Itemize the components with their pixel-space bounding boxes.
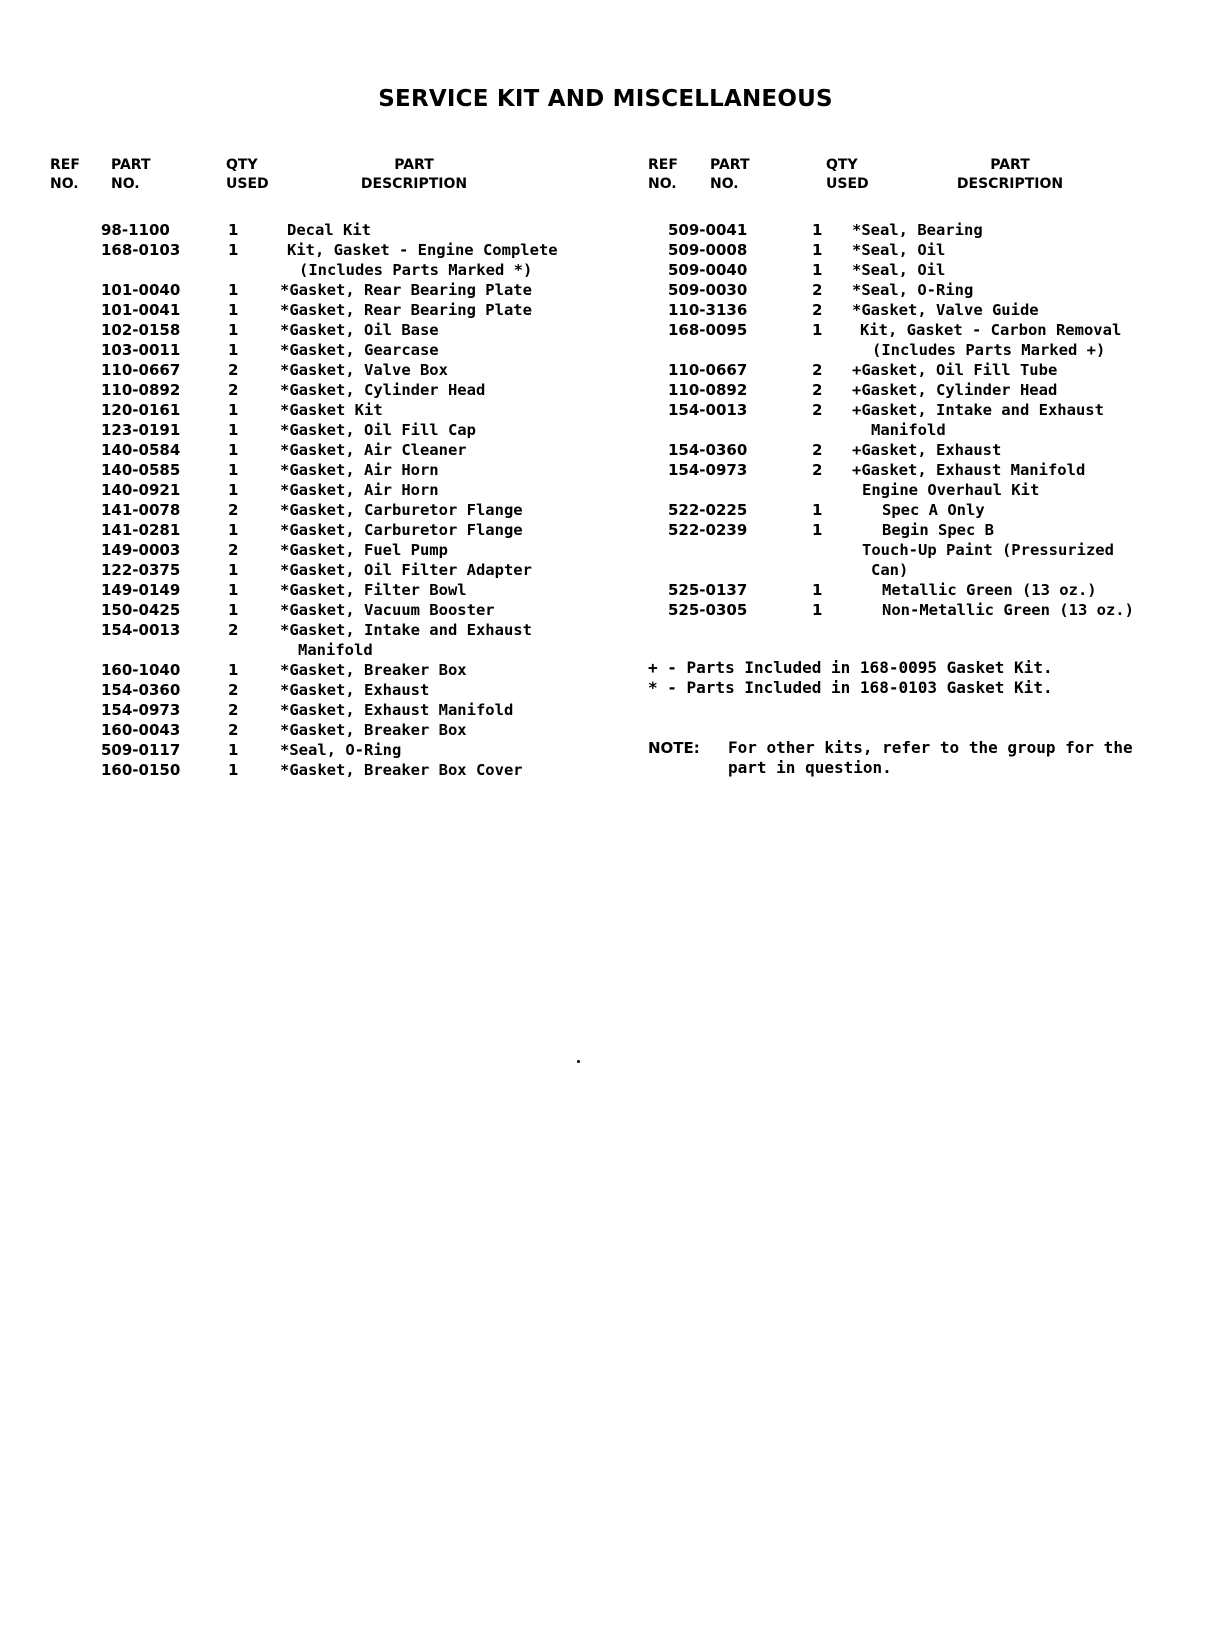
qty-used: 1 <box>228 461 239 479</box>
part-number: 522-0225 <box>668 501 748 519</box>
stray-mark <box>577 1060 580 1063</box>
qty-used: 1 <box>812 501 823 519</box>
qty-used: 2 <box>812 361 823 379</box>
qty-used: 1 <box>228 521 239 539</box>
part-description: (Includes Parts Marked +) <box>872 341 1106 359</box>
part-description: *Seal, Oil <box>852 241 946 259</box>
qty-used: 1 <box>812 521 823 539</box>
part-number: 141-0281 <box>101 521 181 539</box>
part-number: 140-0584 <box>101 441 181 459</box>
qty-used: 1 <box>228 421 239 439</box>
part-description: Manifold <box>871 421 946 439</box>
part-number: 154-0013 <box>668 401 748 419</box>
qty-used: 2 <box>228 381 239 399</box>
part-description: *Gasket, Exhaust <box>280 681 430 699</box>
qty-used: 1 <box>228 481 239 499</box>
part-description: *Gasket, Carburetor Flange <box>280 521 523 539</box>
part-description: *Seal, O-Ring <box>280 741 402 759</box>
qty-used: 2 <box>812 381 823 399</box>
part-description: +Gasket, Exhaust Manifold <box>852 461 1086 479</box>
page-title: SERVICE KIT AND MISCELLANEOUS <box>378 86 833 112</box>
part-number: 160-0043 <box>101 721 181 739</box>
part-description: *Gasket, Oil Filter Adapter <box>280 561 532 579</box>
part-number: 509-0008 <box>668 241 748 259</box>
part-description: *Gasket Kit <box>280 401 383 419</box>
qty-used: 1 <box>812 321 823 339</box>
part-description: *Seal, Oil <box>852 261 946 279</box>
part-description: Can) <box>871 561 909 579</box>
qty-used: 1 <box>228 661 239 679</box>
qty-used: 1 <box>228 561 239 579</box>
qty-used: 1 <box>228 301 239 319</box>
part-number: 102-0158 <box>101 321 181 339</box>
part-number: 154-0973 <box>101 701 181 719</box>
qty-used: 1 <box>228 281 239 299</box>
part-description: *Gasket, Valve Box <box>280 361 448 379</box>
qty-used: 2 <box>228 681 239 699</box>
part-description: Kit, Gasket - Carbon Removal <box>860 321 1122 339</box>
legend <box>648 658 1053 698</box>
part-description: *Seal, Bearing <box>852 221 983 239</box>
part-description: *Gasket, Intake and Exhaust <box>280 621 532 639</box>
part-number: 154-0973 <box>668 461 748 479</box>
part-number: 154-0360 <box>101 681 181 699</box>
qty-used: 1 <box>812 261 823 279</box>
part-description: Touch-Up Paint (Pressurized <box>862 541 1114 559</box>
part-number: 160-1040 <box>101 661 181 679</box>
part-description: +Gasket, Cylinder Head <box>852 381 1058 399</box>
part-description: *Gasket, Breaker Box Cover <box>280 761 523 779</box>
part-description: Spec A Only <box>882 501 985 519</box>
part-number: 110-3136 <box>668 301 748 319</box>
header-part-right: PART NO. <box>710 157 750 192</box>
part-description: +Gasket, Intake and Exhaust <box>852 401 1104 419</box>
qty-used: 2 <box>228 361 239 379</box>
part-number: 525-0305 <box>668 601 748 619</box>
legend-line: + - Parts Included in 168-0095 Gasket Kit. <box>648 658 1053 677</box>
header-qty-left: QTY USED <box>226 157 269 192</box>
qty-used: 2 <box>812 441 823 459</box>
part-number: 154-0013 <box>101 621 181 639</box>
part-number: 150-0425 <box>101 601 181 619</box>
part-number: 141-0078 <box>101 501 181 519</box>
header-desc-left: PART DESCRIPTION <box>360 157 468 192</box>
header-ref-left: REF NO. <box>50 157 80 192</box>
header-desc-right: PART DESCRIPTION <box>956 157 1064 192</box>
part-number: 101-0041 <box>101 301 181 319</box>
part-number: 149-0003 <box>101 541 181 559</box>
part-description: *Gasket, Rear Bearing Plate <box>280 281 532 299</box>
qty-used: 1 <box>228 221 239 239</box>
qty-used: 2 <box>812 301 823 319</box>
part-description: *Gasket, Air Cleaner <box>280 441 467 459</box>
part-description: *Gasket, Valve Guide <box>852 301 1039 319</box>
note-text-line: For other kits, refer to the group for the <box>728 738 1133 757</box>
qty-used: 1 <box>812 581 823 599</box>
part-number: 110-0892 <box>101 381 181 399</box>
qty-used: 1 <box>228 341 239 359</box>
part-description: *Seal, O-Ring <box>852 281 974 299</box>
qty-used: 1 <box>812 241 823 259</box>
part-description: *Gasket, Oil Base <box>280 321 439 339</box>
part-description: Kit, Gasket - Engine Complete <box>287 241 558 259</box>
qty-used: 2 <box>812 461 823 479</box>
qty-used: 1 <box>228 761 239 779</box>
legend-line: * - Parts Included in 168-0103 Gasket Kit. <box>648 678 1053 697</box>
qty-used: 1 <box>228 401 239 419</box>
note-label: NOTE: <box>648 739 700 757</box>
part-number: 509-0117 <box>101 741 181 759</box>
part-number: 509-0040 <box>668 261 748 279</box>
qty-used: 2 <box>228 701 239 719</box>
part-number: 149-0149 <box>101 581 181 599</box>
part-description: *Gasket, Gearcase <box>280 341 439 359</box>
qty-used: 1 <box>812 221 823 239</box>
part-description: *Gasket, Air Horn <box>280 481 439 499</box>
part-number: 122-0375 <box>101 561 181 579</box>
part-number: 525-0137 <box>668 581 748 599</box>
part-number: 168-0095 <box>668 321 748 339</box>
part-description: *Gasket, Oil Fill Cap <box>280 421 476 439</box>
part-number: 123-0191 <box>101 421 181 439</box>
part-number: 101-0040 <box>101 281 181 299</box>
part-description: Decal Kit <box>287 221 371 239</box>
part-description: *Gasket, Exhaust Manifold <box>280 701 514 719</box>
qty-used: 2 <box>228 501 239 519</box>
qty-used: 2 <box>812 281 823 299</box>
qty-used: 1 <box>228 741 239 759</box>
part-description: Non-Metallic Green (13 oz.) <box>882 601 1134 619</box>
part-number: 140-0585 <box>101 461 181 479</box>
part-number: 509-0041 <box>668 221 748 239</box>
part-description: +Gasket, Oil Fill Tube <box>852 361 1058 379</box>
part-number: 103-0011 <box>101 341 181 359</box>
qty-used: 1 <box>228 581 239 599</box>
part-description: *Gasket, Air Horn <box>280 461 439 479</box>
qty-used: 1 <box>228 241 239 259</box>
part-number: 509-0030 <box>668 281 748 299</box>
part-description: Begin Spec B <box>882 521 994 539</box>
part-description: *Gasket, Vacuum Booster <box>280 601 495 619</box>
part-description: Engine Overhaul Kit <box>862 481 1040 499</box>
header-qty-right: QTY USED <box>826 157 869 192</box>
part-number: 98-1100 <box>101 221 170 239</box>
part-number: 120-0161 <box>101 401 181 419</box>
header-ref-right: REF NO. <box>648 157 678 192</box>
qty-used: 2 <box>228 541 239 559</box>
qty-used: 2 <box>812 401 823 419</box>
qty-used: 2 <box>228 721 239 739</box>
qty-used: 1 <box>228 441 239 459</box>
part-number: 522-0239 <box>668 521 748 539</box>
header-part-left: PART NO. <box>111 157 151 192</box>
qty-used: 1 <box>228 321 239 339</box>
part-number: 110-0667 <box>101 361 181 379</box>
part-description: (Includes Parts Marked *) <box>299 261 533 279</box>
part-description: Manifold <box>298 641 373 659</box>
part-description: *Gasket, Rear Bearing Plate <box>280 301 532 319</box>
part-number: 140-0921 <box>101 481 181 499</box>
part-number: 110-0892 <box>668 381 748 399</box>
part-description: +Gasket, Exhaust <box>852 441 1002 459</box>
part-number: 154-0360 <box>668 441 748 459</box>
part-description: *Gasket, Carburetor Flange <box>280 501 523 519</box>
part-description: *Gasket, Filter Bowl <box>280 581 467 599</box>
qty-used: 1 <box>228 601 239 619</box>
qty-used: 2 <box>228 621 239 639</box>
part-description: Metallic Green (13 oz.) <box>882 581 1097 599</box>
part-number: 160-0150 <box>101 761 181 779</box>
part-description: *Gasket, Breaker Box <box>280 721 467 739</box>
part-description: *Gasket, Cylinder Head <box>280 381 486 399</box>
part-description: *Gasket, Breaker Box <box>280 661 467 679</box>
part-number: 110-0667 <box>668 361 748 379</box>
note-text-line: part in question. <box>728 758 892 777</box>
part-number: 168-0103 <box>101 241 181 259</box>
qty-used: 1 <box>812 601 823 619</box>
part-description: *Gasket, Fuel Pump <box>280 541 448 559</box>
